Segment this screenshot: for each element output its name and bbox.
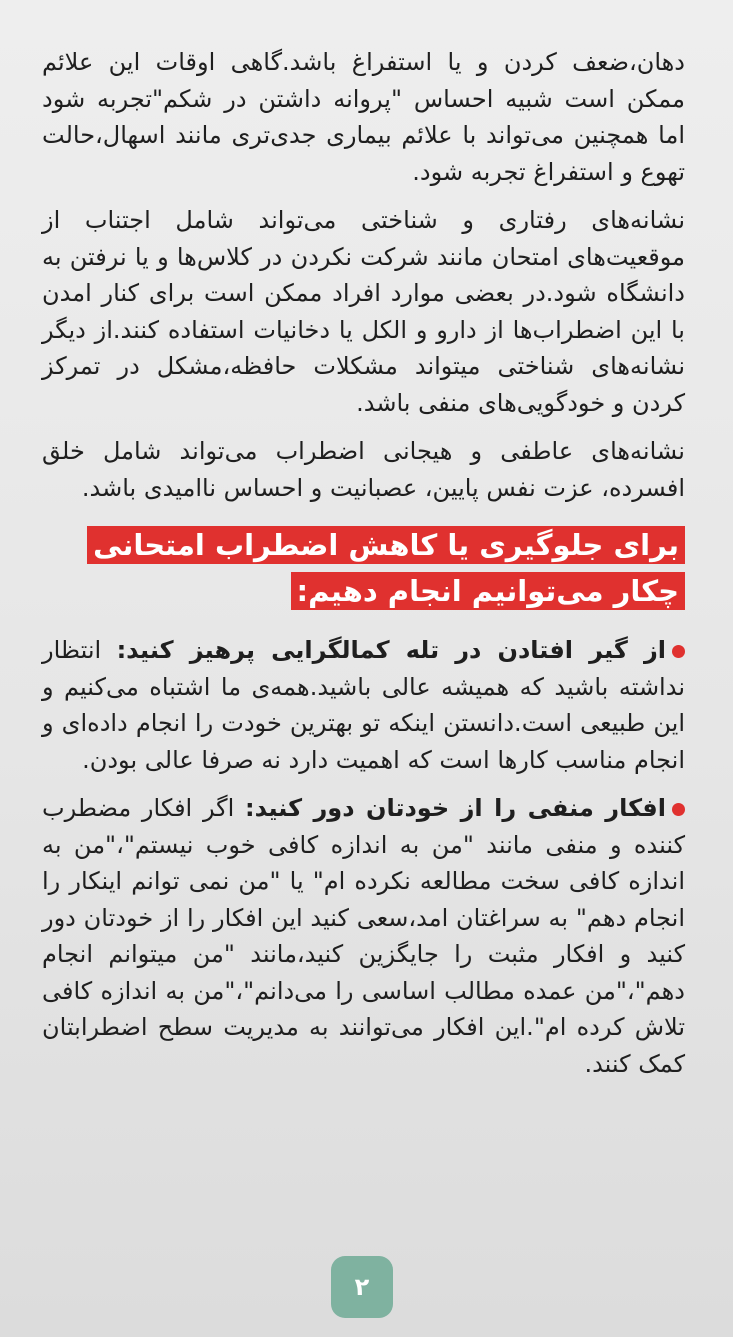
bullet-dot-icon xyxy=(672,803,685,816)
bullet-dot-icon xyxy=(672,645,685,658)
section-heading-line-2: چکار می‌توانیم انجام دهیم: xyxy=(291,572,685,610)
article-body xyxy=(42,44,685,1094)
paragraph-emotional-symptoms: نشانه‌های عاطفی و هیجانی اضطراب می‌تواند شامل خلق افسرده، عزت نفس پایین، عصبانیت و احساس ناامیدی باشد. xyxy=(42,437,685,502)
bullet-item-perfectionism xyxy=(42,632,685,778)
section-heading-line-1: برای جلوگیری یا کاهش اضطراب امتحانی xyxy=(87,526,685,564)
page-number-badge: ۲ xyxy=(331,1256,393,1318)
bullet-item-negative-thoughts xyxy=(42,790,685,1082)
bullet-title: از گیر افتادن در تله کمالگرایی پرهیز کنید: xyxy=(116,636,666,664)
paragraph-physical-symptoms: دهان،ضعف کردن و یا استفراغ باشد.گاهی اوقات این علائم ممکن است شبیه احساس "پروانه داشتن در شکم"تجربه شود اما همچنین می‌تواند با علائم بیماری جدی‌تری مانند اسهال،حالت تهوع و استفراغ تجربه شود. xyxy=(42,48,685,186)
bullet-text: اگر افکار مضطرب کننده و منفی مانند "من به اندازه کافی خوب نیستم"،"من به اندازه کافی سخت مطالعه نکرده ام" یا "من نمی توانم اینکار را انجام دهم" به سراغتان امد،سعی کنید این افکار را از خودتان دور کنید و افکار مثبت را جایگزین کنید،مانند "من میتوانم انجام دهم"،"من عمده مطالب اساسی را می‌دانم"،"من به اندازه کافی تلاش کرده ام".این افکار می‌توانند به مدیریت سطح اضطرابتان کمک کنند. xyxy=(42,794,685,1078)
paragraph-behavioral-symptoms: نشانه‌های رفتاری و شناختی می‌تواند شامل اجتناب از موقعیت‌های امتحان مانند شرکت نکردن در کلاس‌ها و یا نرفتن به دانشگاه شود.در بعضی موارد افراد ممکن است برای کنار امدن با این اضطراب‌ها از دارو و الکل یا دخانیات استفاده کنند.از دیگر نشانه‌های شناختی میتواند مشکلات حافظه،مشکل در تمرکز کردن و خودگویی‌های منفی باشد. xyxy=(42,206,685,417)
bullet-title: افکار منفی را از خودتان دور کنید: xyxy=(245,794,666,822)
section-heading xyxy=(42,522,685,614)
bullet-text: انتظار نداشته باشید که همیشه عالی باشید.همه‌ی ما اشتباه می‌کنیم و این طبیعی است.دانستن اینکه تو بهترین خودت را انجام داده‌ای و انجام مناسب کارها است که اهمیت دارد نه صرفا عالی بودن. xyxy=(42,636,685,774)
